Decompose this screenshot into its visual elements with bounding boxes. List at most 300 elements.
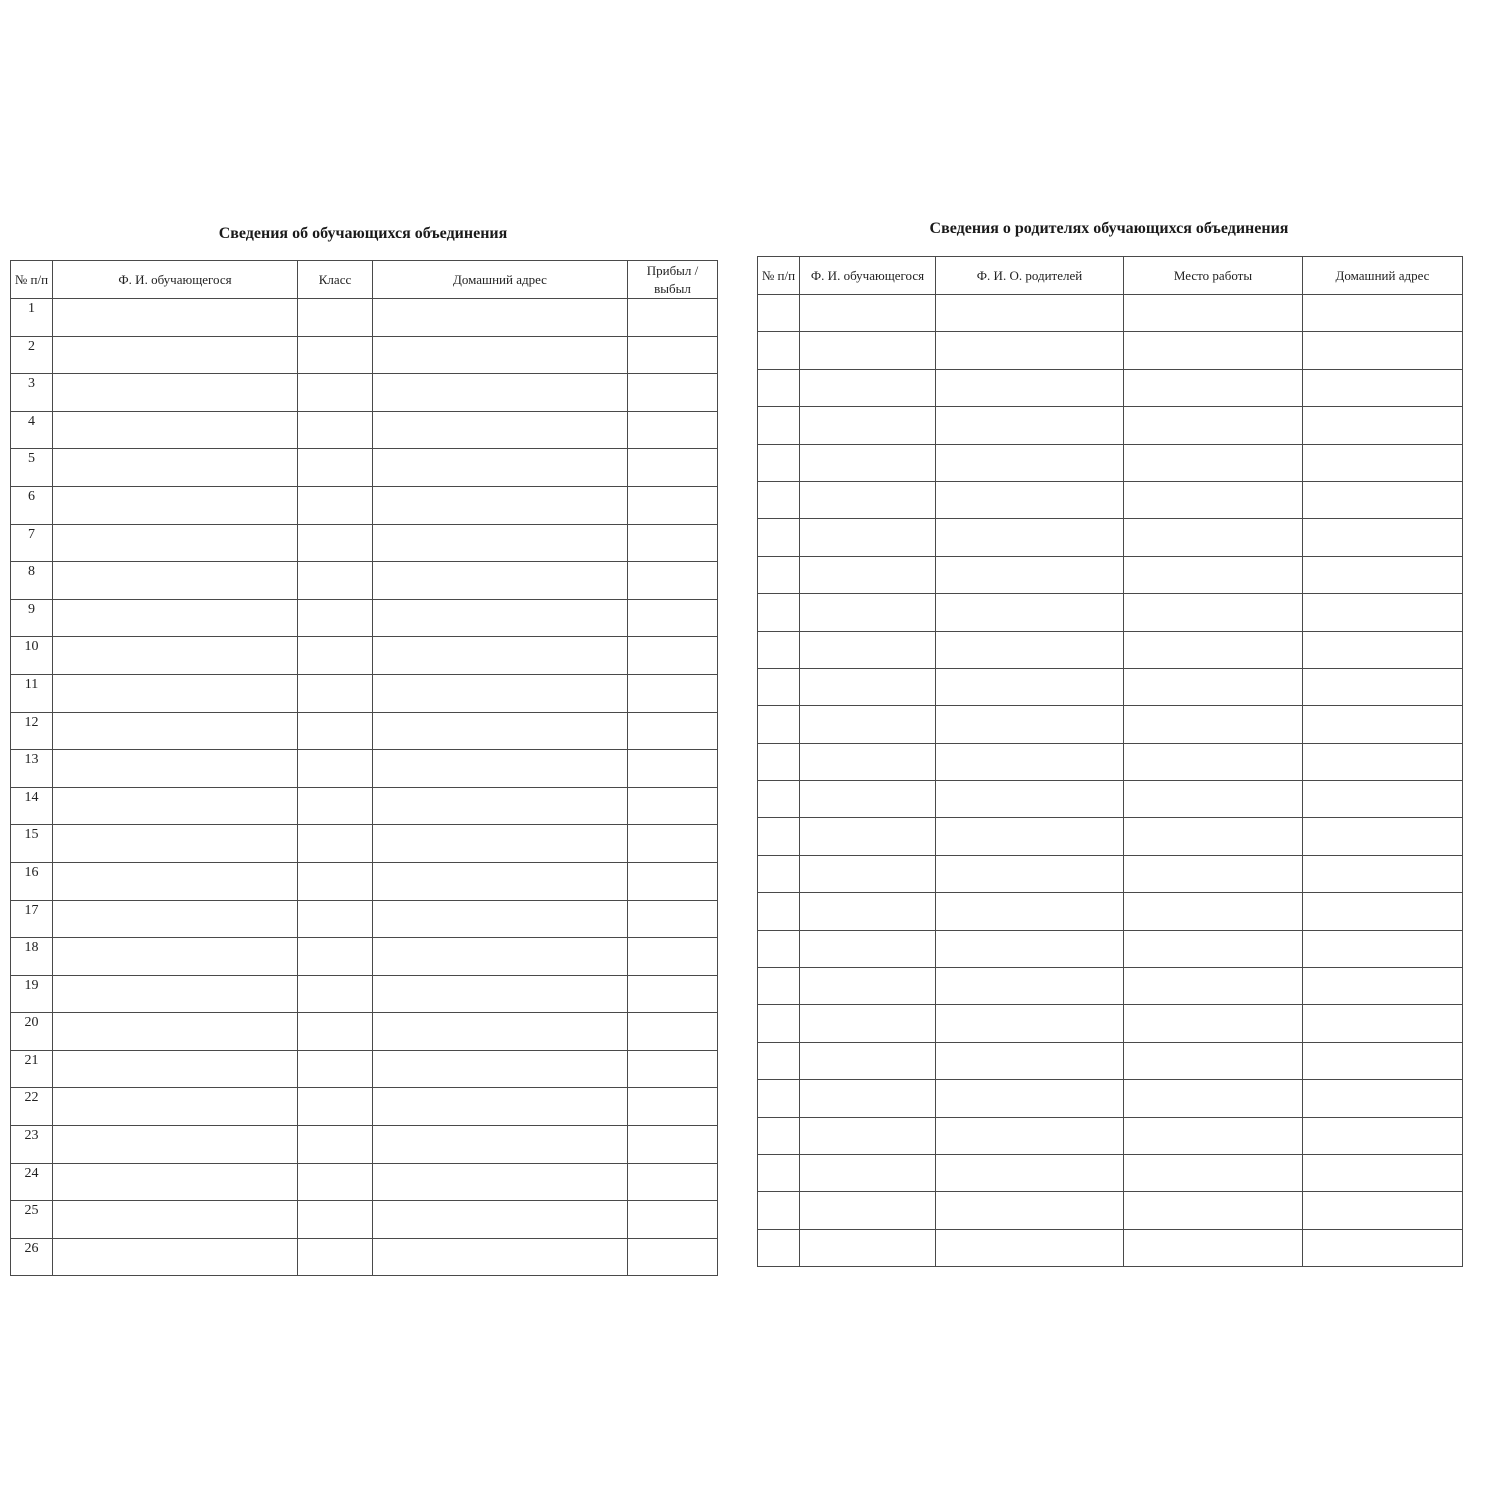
class-cell[interactable] — [298, 299, 373, 337]
parents-name-cell[interactable] — [936, 706, 1124, 743]
home-address-cell[interactable] — [373, 599, 628, 637]
table-row — [758, 855, 1463, 892]
row-number-cell[interactable] — [758, 369, 800, 406]
workplace-cell[interactable] — [1124, 1005, 1303, 1042]
student-name-cell[interactable] — [53, 787, 298, 825]
home-address-cell[interactable] — [373, 449, 628, 487]
arrived-left-cell[interactable] — [628, 1238, 718, 1276]
student-name-cell[interactable] — [800, 968, 936, 1005]
row-number-cell[interactable] — [758, 631, 800, 668]
workplace-cell[interactable] — [1124, 668, 1303, 705]
table-row — [758, 556, 1463, 593]
row-number-cell[interactable] — [758, 968, 800, 1005]
student-name-cell[interactable] — [800, 481, 936, 518]
home-address-cell[interactable] — [373, 411, 628, 449]
class-cell[interactable] — [298, 900, 373, 938]
parents-name-cell[interactable] — [936, 668, 1124, 705]
class-cell[interactable] — [298, 674, 373, 712]
row-number: 9 — [11, 599, 53, 637]
row-number: 10 — [11, 637, 53, 675]
student-name-cell[interactable] — [53, 862, 298, 900]
class-cell[interactable] — [298, 938, 373, 976]
student-name-cell[interactable] — [53, 562, 298, 600]
workplace-cell[interactable] — [1124, 295, 1303, 332]
arrived-left-cell[interactable] — [628, 486, 718, 524]
column-header-parents-name: Ф. И. О. родителей — [936, 257, 1124, 295]
row-number: 18 — [11, 938, 53, 976]
class-cell[interactable] — [298, 336, 373, 374]
column-header-number: № п/п — [758, 257, 800, 295]
student-name-cell[interactable] — [53, 524, 298, 562]
parents-name-cell[interactable] — [936, 1042, 1124, 1079]
student-name-cell[interactable] — [53, 900, 298, 938]
row-number-cell[interactable] — [758, 556, 800, 593]
arrived-left-cell[interactable] — [628, 750, 718, 788]
workplace-cell[interactable] — [1124, 594, 1303, 631]
student-name-cell[interactable] — [53, 486, 298, 524]
student-name-cell[interactable] — [800, 1005, 936, 1042]
students-table — [10, 260, 718, 1276]
workplace-cell[interactable] — [1124, 1117, 1303, 1154]
class-cell[interactable] — [298, 1088, 373, 1126]
home-address-cell[interactable] — [1303, 1117, 1463, 1154]
parents-name-cell[interactable] — [936, 818, 1124, 855]
student-name-cell[interactable] — [53, 750, 298, 788]
student-name-cell[interactable] — [800, 594, 936, 631]
parents-name-cell[interactable] — [936, 444, 1124, 481]
table-row — [11, 1201, 718, 1239]
table-row — [758, 481, 1463, 518]
column-header-arrived-left: Прибыл / выбыл — [628, 261, 718, 299]
table-row — [758, 1117, 1463, 1154]
workplace-cell[interactable] — [1124, 930, 1303, 967]
row-number-cell[interactable] — [758, 1005, 800, 1042]
workplace-cell[interactable] — [1124, 332, 1303, 369]
arrived-left-cell[interactable] — [628, 712, 718, 750]
arrived-left-cell[interactable] — [628, 900, 718, 938]
arrived-left-cell[interactable] — [628, 449, 718, 487]
arrived-left-cell[interactable] — [628, 825, 718, 863]
table-row — [758, 1229, 1463, 1266]
parents-name-cell[interactable] — [936, 631, 1124, 668]
student-name-cell[interactable] — [53, 1126, 298, 1164]
student-name-cell[interactable] — [53, 449, 298, 487]
table-row — [11, 1163, 718, 1201]
home-address-cell[interactable] — [373, 562, 628, 600]
class-cell[interactable] — [298, 750, 373, 788]
row-number: 13 — [11, 750, 53, 788]
row-number-cell[interactable] — [758, 1229, 800, 1266]
table-row — [11, 524, 718, 562]
row-number-cell[interactable] — [758, 519, 800, 556]
home-address-cell[interactable] — [373, 900, 628, 938]
parents-name-cell[interactable] — [936, 407, 1124, 444]
row-number-cell[interactable] — [758, 1154, 800, 1191]
row-number: 21 — [11, 1050, 53, 1088]
home-address-cell[interactable] — [373, 1238, 628, 1276]
row-number: 22 — [11, 1088, 53, 1126]
table-row — [758, 519, 1463, 556]
table-row — [11, 562, 718, 600]
arrived-left-cell[interactable] — [628, 336, 718, 374]
student-name-cell[interactable] — [53, 411, 298, 449]
home-address-cell[interactable] — [373, 975, 628, 1013]
parents-name-cell[interactable] — [936, 481, 1124, 518]
workplace-cell[interactable] — [1124, 519, 1303, 556]
workplace-cell[interactable] — [1124, 1080, 1303, 1117]
row-number: 25 — [11, 1201, 53, 1239]
home-address-cell[interactable] — [373, 374, 628, 412]
student-name-cell[interactable] — [800, 332, 936, 369]
class-cell[interactable] — [298, 712, 373, 750]
table-row — [11, 486, 718, 524]
student-name-cell[interactable] — [800, 930, 936, 967]
arrived-left-cell[interactable] — [628, 299, 718, 337]
row-number: 3 — [11, 374, 53, 412]
arrived-left-cell[interactable] — [628, 1126, 718, 1164]
home-address-cell[interactable] — [1303, 1192, 1463, 1229]
home-address-cell[interactable] — [1303, 930, 1463, 967]
column-header-number: № п/п — [11, 261, 53, 299]
home-address-cell[interactable] — [1303, 407, 1463, 444]
workplace-cell[interactable] — [1124, 369, 1303, 406]
home-address-cell[interactable] — [373, 524, 628, 562]
student-name-cell[interactable] — [53, 712, 298, 750]
class-cell[interactable] — [298, 825, 373, 863]
student-name-cell[interactable] — [800, 668, 936, 705]
arrived-left-cell[interactable] — [628, 975, 718, 1013]
parents-name-cell[interactable] — [936, 1005, 1124, 1042]
row-number: 16 — [11, 862, 53, 900]
row-number-cell[interactable] — [758, 407, 800, 444]
row-number-cell[interactable] — [758, 668, 800, 705]
table-row — [758, 1080, 1463, 1117]
table-row — [11, 975, 718, 1013]
arrived-left-cell[interactable] — [628, 1013, 718, 1051]
row-number-cell[interactable] — [758, 295, 800, 332]
workplace-cell[interactable] — [1124, 556, 1303, 593]
parents-name-cell[interactable] — [936, 968, 1124, 1005]
table-row — [758, 1154, 1463, 1191]
student-name-cell[interactable] — [53, 637, 298, 675]
parents-name-cell[interactable] — [936, 1154, 1124, 1191]
row-number-cell[interactable] — [758, 743, 800, 780]
student-name-cell[interactable] — [800, 369, 936, 406]
arrived-left-cell[interactable] — [628, 1201, 718, 1239]
home-address-cell[interactable] — [373, 825, 628, 863]
class-cell[interactable] — [298, 599, 373, 637]
row-number-cell[interactable] — [758, 444, 800, 481]
table-row — [11, 1238, 718, 1276]
workplace-cell[interactable] — [1124, 968, 1303, 1005]
parents-name-cell[interactable] — [936, 1117, 1124, 1154]
row-number-cell[interactable] — [758, 781, 800, 818]
home-address-cell[interactable] — [1303, 556, 1463, 593]
arrived-left-cell[interactable] — [628, 637, 718, 675]
class-cell[interactable] — [298, 1201, 373, 1239]
student-name-cell[interactable] — [800, 1154, 936, 1191]
workplace-cell[interactable] — [1124, 818, 1303, 855]
home-address-cell[interactable] — [373, 750, 628, 788]
student-name-cell[interactable] — [800, 556, 936, 593]
parents-name-cell[interactable] — [936, 1080, 1124, 1117]
class-cell[interactable] — [298, 486, 373, 524]
home-address-cell[interactable] — [1303, 668, 1463, 705]
home-address-cell[interactable] — [373, 674, 628, 712]
table-row — [11, 712, 718, 750]
student-name-cell[interactable] — [800, 1229, 936, 1266]
home-address-cell[interactable] — [373, 787, 628, 825]
home-address-cell[interactable] — [1303, 631, 1463, 668]
home-address-cell[interactable] — [1303, 893, 1463, 930]
class-cell[interactable] — [298, 1238, 373, 1276]
table-row — [11, 938, 718, 976]
row-number-cell[interactable] — [758, 594, 800, 631]
table-row — [11, 599, 718, 637]
table-row — [758, 1192, 1463, 1229]
student-name-cell[interactable] — [800, 519, 936, 556]
row-number: 12 — [11, 712, 53, 750]
row-number: 14 — [11, 787, 53, 825]
home-address-cell[interactable] — [1303, 1229, 1463, 1266]
student-name-cell[interactable] — [53, 938, 298, 976]
table-row — [11, 862, 718, 900]
row-number: 6 — [11, 486, 53, 524]
parents-name-cell[interactable] — [936, 1229, 1124, 1266]
column-header-home-address: Домашний адрес — [1303, 257, 1463, 295]
row-number: 8 — [11, 562, 53, 600]
parents-name-cell[interactable] — [936, 369, 1124, 406]
row-number: 5 — [11, 449, 53, 487]
workplace-cell[interactable] — [1124, 743, 1303, 780]
home-address-cell[interactable] — [1303, 369, 1463, 406]
arrived-left-cell[interactable] — [628, 524, 718, 562]
home-address-cell[interactable] — [373, 486, 628, 524]
student-name-cell[interactable] — [53, 1013, 298, 1051]
row-number-cell[interactable] — [758, 706, 800, 743]
row-number-cell[interactable] — [758, 1080, 800, 1117]
arrived-left-cell[interactable] — [628, 1088, 718, 1126]
student-name-cell[interactable] — [800, 1080, 936, 1117]
home-address-cell[interactable] — [1303, 519, 1463, 556]
arrived-left-cell[interactable] — [628, 599, 718, 637]
parents-name-cell[interactable] — [936, 519, 1124, 556]
workplace-cell[interactable] — [1124, 631, 1303, 668]
workplace-cell[interactable] — [1124, 407, 1303, 444]
student-name-cell[interactable] — [800, 818, 936, 855]
class-cell[interactable] — [298, 524, 373, 562]
class-cell[interactable] — [298, 1013, 373, 1051]
home-address-cell[interactable] — [1303, 1154, 1463, 1191]
student-name-cell[interactable] — [800, 781, 936, 818]
table-row — [758, 444, 1463, 481]
student-name-cell[interactable] — [53, 674, 298, 712]
home-address-cell[interactable] — [373, 862, 628, 900]
workplace-cell[interactable] — [1124, 1192, 1303, 1229]
student-name-cell[interactable] — [800, 1117, 936, 1154]
home-address-cell[interactable] — [373, 1050, 628, 1088]
parents-name-cell[interactable] — [936, 930, 1124, 967]
home-address-cell[interactable] — [1303, 781, 1463, 818]
column-header-home-address: Домашний адрес — [373, 261, 628, 299]
parents-name-cell[interactable] — [936, 743, 1124, 780]
row-number-cell[interactable] — [758, 818, 800, 855]
student-name-cell[interactable] — [53, 599, 298, 637]
arrived-left-cell[interactable] — [628, 674, 718, 712]
class-cell[interactable] — [298, 787, 373, 825]
home-address-cell[interactable] — [1303, 855, 1463, 892]
home-address-cell[interactable] — [373, 1088, 628, 1126]
student-name-cell[interactable] — [53, 1201, 298, 1239]
row-number-cell[interactable] — [758, 855, 800, 892]
table-row — [11, 750, 718, 788]
student-name-cell[interactable] — [53, 336, 298, 374]
row-number: 23 — [11, 1126, 53, 1164]
workplace-cell[interactable] — [1124, 444, 1303, 481]
row-number: 2 — [11, 336, 53, 374]
home-address-cell[interactable] — [1303, 968, 1463, 1005]
student-name-cell[interactable] — [53, 975, 298, 1013]
arrived-left-cell[interactable] — [628, 787, 718, 825]
class-cell[interactable] — [298, 1163, 373, 1201]
arrived-left-cell[interactable] — [628, 374, 718, 412]
parents-table-title: Сведения о родителях обучающихся объединения — [929, 220, 1289, 237]
class-cell[interactable] — [298, 411, 373, 449]
arrived-left-cell[interactable] — [628, 562, 718, 600]
class-cell[interactable] — [298, 374, 373, 412]
student-name-cell[interactable] — [800, 743, 936, 780]
table-row — [758, 706, 1463, 743]
home-address-cell[interactable] — [373, 637, 628, 675]
home-address-cell[interactable] — [1303, 1042, 1463, 1079]
student-name-cell[interactable] — [53, 374, 298, 412]
home-address-cell[interactable] — [373, 1201, 628, 1239]
home-address-cell[interactable] — [373, 1126, 628, 1164]
student-name-cell[interactable] — [800, 1192, 936, 1229]
arrived-left-cell[interactable] — [628, 938, 718, 976]
student-name-cell[interactable] — [800, 631, 936, 668]
home-address-cell[interactable] — [1303, 444, 1463, 481]
home-address-cell[interactable] — [1303, 594, 1463, 631]
student-name-cell[interactable] — [53, 299, 298, 337]
student-name-cell[interactable] — [53, 825, 298, 863]
row-number-cell[interactable] — [758, 1117, 800, 1154]
row-number: 17 — [11, 900, 53, 938]
parents-name-cell[interactable] — [936, 1192, 1124, 1229]
home-address-cell[interactable] — [1303, 706, 1463, 743]
class-cell[interactable] — [298, 1050, 373, 1088]
parents-name-cell[interactable] — [936, 781, 1124, 818]
parents-name-cell[interactable] — [936, 893, 1124, 930]
row-number-cell[interactable] — [758, 1042, 800, 1079]
student-name-cell[interactable] — [800, 407, 936, 444]
column-header-student-name: Ф. И. обучающегося — [800, 257, 936, 295]
student-name-cell[interactable] — [800, 444, 936, 481]
class-cell[interactable] — [298, 862, 373, 900]
row-number: 1 — [11, 299, 53, 337]
workplace-cell[interactable] — [1124, 893, 1303, 930]
student-name-cell[interactable] — [53, 1163, 298, 1201]
row-number-cell[interactable] — [758, 930, 800, 967]
home-address-cell[interactable] — [373, 938, 628, 976]
workplace-cell[interactable] — [1124, 781, 1303, 818]
class-cell[interactable] — [298, 449, 373, 487]
row-number-cell[interactable] — [758, 332, 800, 369]
arrived-left-cell[interactable] — [628, 1163, 718, 1201]
class-cell[interactable] — [298, 975, 373, 1013]
table-row — [758, 781, 1463, 818]
row-number-cell[interactable] — [758, 893, 800, 930]
row-number: 15 — [11, 825, 53, 863]
table-row — [758, 968, 1463, 1005]
row-number-cell[interactable] — [758, 481, 800, 518]
student-name-cell[interactable] — [53, 1238, 298, 1276]
student-name-cell[interactable] — [800, 893, 936, 930]
student-name-cell[interactable] — [53, 1050, 298, 1088]
row-number: 26 — [11, 1238, 53, 1276]
arrived-left-cell[interactable] — [628, 862, 718, 900]
table-row — [758, 743, 1463, 780]
table-row — [11, 1013, 718, 1051]
student-name-cell[interactable] — [800, 855, 936, 892]
table-row — [758, 369, 1463, 406]
class-cell[interactable] — [298, 1126, 373, 1164]
workplace-cell[interactable] — [1124, 1229, 1303, 1266]
home-address-cell[interactable] — [1303, 295, 1463, 332]
parents-name-cell[interactable] — [936, 295, 1124, 332]
arrived-left-cell[interactable] — [628, 1050, 718, 1088]
parents-name-cell[interactable] — [936, 556, 1124, 593]
parents-name-cell[interactable] — [936, 855, 1124, 892]
row-number-cell[interactable] — [758, 1192, 800, 1229]
class-cell[interactable] — [298, 562, 373, 600]
home-address-cell[interactable] — [373, 299, 628, 337]
class-cell[interactable] — [298, 637, 373, 675]
table-row — [11, 787, 718, 825]
student-name-cell[interactable] — [800, 706, 936, 743]
home-address-cell[interactable] — [1303, 1080, 1463, 1117]
table-row — [758, 1005, 1463, 1042]
home-address-cell[interactable] — [373, 336, 628, 374]
home-address-cell[interactable] — [1303, 818, 1463, 855]
table-header-row — [758, 257, 1463, 295]
workplace-cell[interactable] — [1124, 1042, 1303, 1079]
home-address-cell[interactable] — [1303, 1005, 1463, 1042]
table-row — [11, 374, 718, 412]
home-address-cell[interactable] — [1303, 481, 1463, 518]
home-address-cell[interactable] — [1303, 332, 1463, 369]
table-row — [11, 1126, 718, 1164]
student-name-cell[interactable] — [800, 1042, 936, 1079]
student-name-cell[interactable] — [800, 295, 936, 332]
workplace-cell[interactable] — [1124, 1154, 1303, 1191]
parents-name-cell[interactable] — [936, 594, 1124, 631]
table-row — [11, 299, 718, 337]
home-address-cell[interactable] — [1303, 743, 1463, 780]
student-name-cell[interactable] — [53, 1088, 298, 1126]
column-header-workplace: Место работы — [1124, 257, 1303, 295]
arrived-left-cell[interactable] — [628, 411, 718, 449]
workplace-cell[interactable] — [1124, 481, 1303, 518]
home-address-cell[interactable] — [373, 1013, 628, 1051]
home-address-cell[interactable] — [373, 712, 628, 750]
table-row — [11, 637, 718, 675]
workplace-cell[interactable] — [1124, 855, 1303, 892]
home-address-cell[interactable] — [373, 1163, 628, 1201]
workplace-cell[interactable] — [1124, 706, 1303, 743]
parents-name-cell[interactable] — [936, 332, 1124, 369]
table-row — [11, 336, 718, 374]
